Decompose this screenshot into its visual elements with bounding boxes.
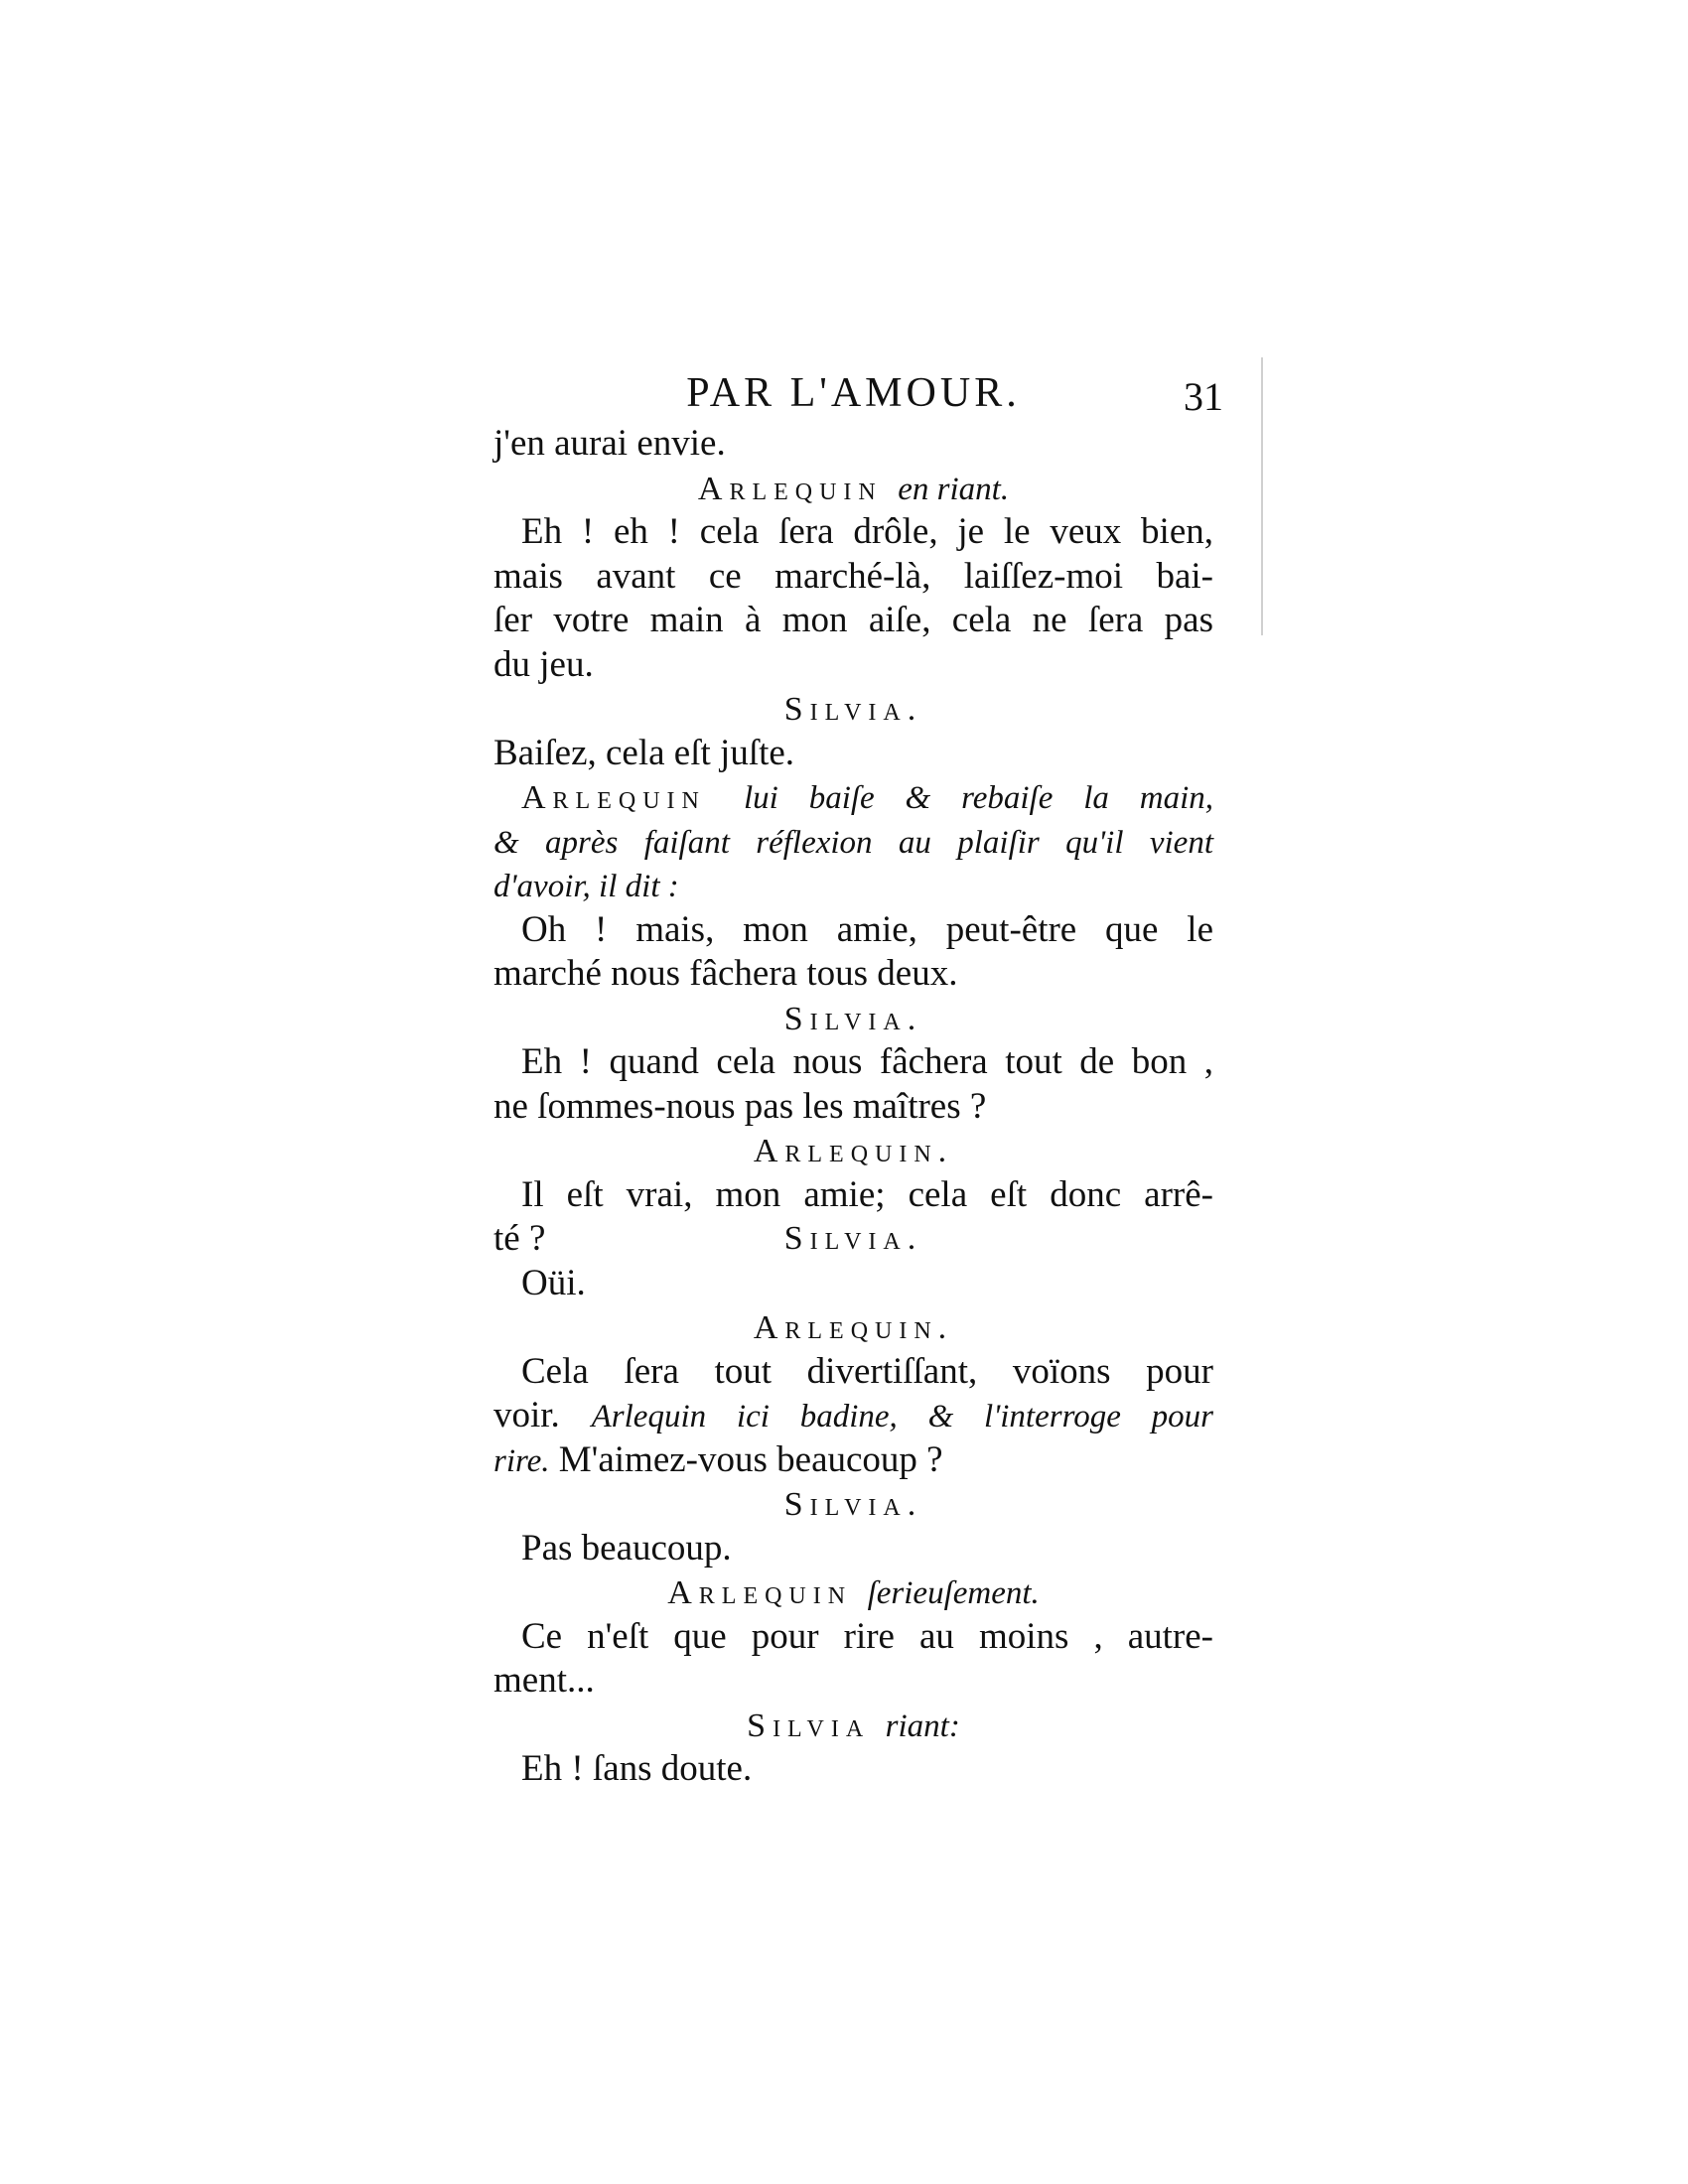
page-number: 31 [1184, 374, 1223, 419]
text-line [493, 1482, 1213, 1527]
dialogue-text: té ? [493, 1218, 546, 1259]
dialogue-text: j'en aurai envie. [493, 423, 726, 464]
speaker-name: Silvia [747, 1706, 886, 1744]
stage-direction: lui baiſe & rebaiſe la main, [744, 780, 1214, 816]
text-line [493, 997, 1213, 1041]
text-line [493, 687, 1213, 732]
speaker-name: Silvia. [783, 1486, 923, 1523]
text-line [493, 1438, 1213, 1483]
dialogue-text: Oüi. [521, 1262, 586, 1303]
stage-direction: en riant. [898, 471, 1010, 507]
text-line [493, 422, 1213, 466]
text-line [493, 555, 1213, 599]
dialogue-text: voir. [493, 1395, 592, 1435]
dialogue-text: Cela ſera tout divertiſſant, voïons pour [521, 1350, 1213, 1392]
text-line [493, 820, 1213, 865]
text-line [493, 1659, 1213, 1703]
speaker-name: Arlequin [667, 1574, 868, 1611]
margin-mark [1261, 357, 1263, 635]
text-line [493, 1350, 1213, 1394]
text-line [493, 1262, 1213, 1305]
text-line [493, 1040, 1213, 1084]
speaker-name: Silvia. [783, 1220, 923, 1257]
text-line [493, 1173, 1213, 1217]
stage-direction: d'avoir, il dit : [493, 869, 679, 904]
dialogue-text: marché nous fâchera tous deux. [493, 953, 958, 994]
dialogue-text: ment... [493, 1660, 595, 1701]
text-line [493, 1747, 1213, 1791]
stage-direction: & après faiſant réflexion au plaiſir qu'il vient [493, 824, 1213, 861]
stage-direction: Arlequin ici badine, & l'interroge pour [591, 1399, 1213, 1434]
speaker-name: Arlequin. [753, 1133, 954, 1169]
dialogue-text: ne ſommes-nous pas les maîtres ? [493, 1085, 987, 1127]
text-line [493, 864, 1213, 908]
dialogue-text: du jeu. [493, 643, 594, 685]
speaker-name: Silvia. [783, 691, 923, 728]
running-title: PAR L'AMOUR. [686, 370, 1021, 416]
text-line [493, 1305, 1213, 1350]
text-line [493, 599, 1213, 642]
text-line [493, 1129, 1213, 1173]
dialogue-text: Il eſt vrai, mon amie; cela eſt donc arrê- [521, 1173, 1213, 1215]
speaker-name: Arlequin [697, 470, 899, 507]
speaker-name: Silvia. [783, 1000, 923, 1037]
text-line [493, 510, 1213, 554]
dialogue-text: Eh ! ſans doute. [521, 1748, 753, 1789]
dialogue-text: Eh ! eh ! cela ſera drôle, je le veux bien, [521, 511, 1213, 552]
stage-direction: ſerieuſement. [867, 1575, 1040, 1611]
dialogue-text: Oh ! mais, mon amie, peut-être que le [521, 908, 1213, 950]
text-line [493, 1527, 1213, 1570]
dialogue-text: Ce n'eſt que pour rire au moins , autre- [521, 1615, 1213, 1657]
dialogue-text: Pas beaucoup. [521, 1527, 732, 1569]
text-line [493, 908, 1213, 952]
stage-direction: riant: [885, 1707, 960, 1744]
dialogue-text: Eh ! quand cela nous fâchera tout de bon , [521, 1041, 1213, 1082]
text-line [493, 643, 1213, 687]
text-line [493, 1615, 1213, 1659]
text-line [493, 732, 1213, 775]
text-line [493, 1704, 1213, 1748]
text-line [493, 952, 1213, 996]
speaker-name: Arlequin. [753, 1309, 954, 1346]
text-line [493, 1085, 1213, 1129]
speaker-name: Arlequin [521, 779, 744, 816]
running-header [493, 369, 1223, 419]
dialogue-text: ſer votre main à mon aiſe, cela ne ſera pas [493, 600, 1213, 640]
dialogue-text: M'aimez-vous beaucoup ? [549, 1438, 943, 1480]
dialogue-text: Baiſez, cela eſt juſte. [493, 732, 795, 773]
stage-direction: rire. [493, 1442, 550, 1479]
text-line [493, 775, 1213, 820]
dialogue-text: mais avant ce marché-là, laiſſez-moi bai- [493, 555, 1213, 597]
text-line [493, 1570, 1213, 1615]
text-line [493, 467, 1213, 511]
text-line [493, 1394, 1213, 1438]
